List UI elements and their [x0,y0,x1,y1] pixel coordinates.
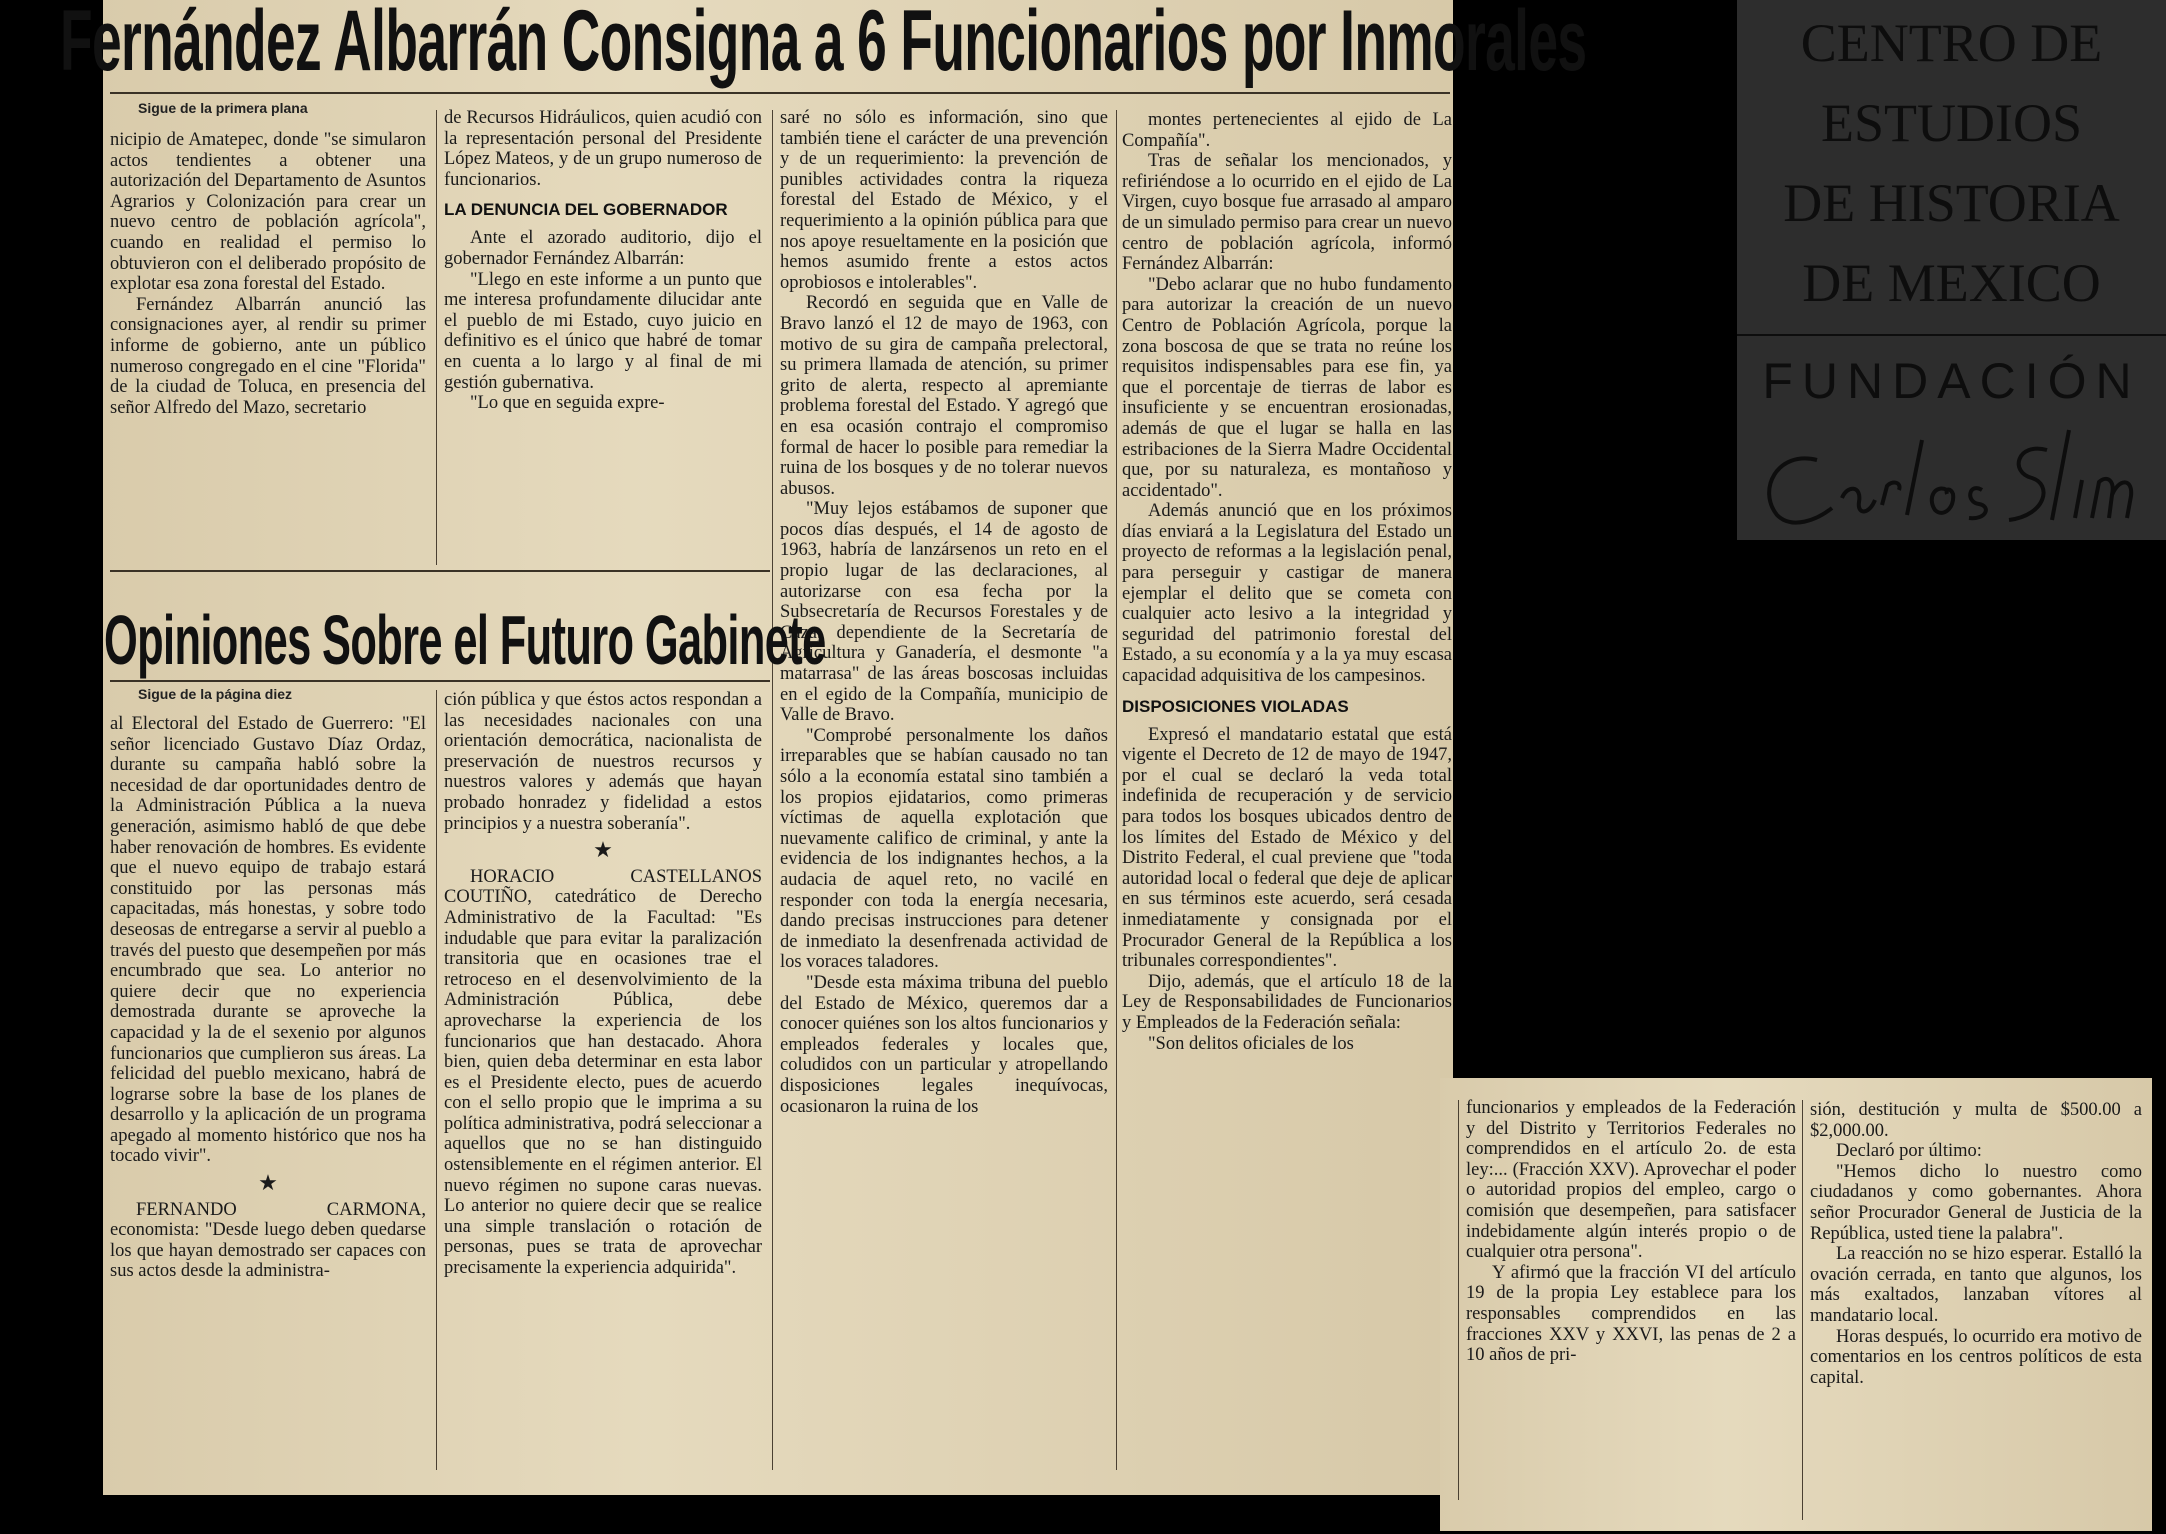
paragraph: "Lo que en seguida expre- [470,393,665,414]
paragraph: HORACIO CASTELLANOS COUTIÑO, catedrático de Derecho Administrativo de la Facultad: "Es indudable que para evitar la paralización transitoria que en ocasiones trae el retroceso en el desenvolvimiento de la Administración Pública, debe aprovecharse la experiencia de los funcionarios que han destacado. Ahora bien, quien deba determinar en esta labor es el Presidente electo, pues de acuerdo con el sello propio que le imprima a su política administrativa, podrá seleccionar a aquellos que no se han distinguido ostensiblemente en el régimen anterior. El nuevo régimen no supone caras nuevas. Lo anterior no quiere decir que se realice una simple translación o rotación de personas, pues se trata de aprovechar precisamente la experiencia adquirida". [444,866,762,1279]
article1-col2 [444,108,762,570]
subhead-disposiciones: DISPOSICIONES VIOLADAS [1122,696,1349,716]
stamp-fundacion: FUNDACIÓN [1762,353,2141,409]
paragraph: "Hemos dicho lo nuestro como ciudadanos y como gobernantes. Ahora señor Procurador General de Justicia de la República, usted tiene la palabra". [1810,1161,2142,1244]
paragraph: "Desde esta máxima tribuna del pueblo del Estado de México, queremos dar a conocer quiénes son los altos funcionarios y empleados federales y locales que, coludidos con un particular y atropellando disposiciones legales inequívocas, ocasionaron la ruina de los [780,972,1108,1117]
paragraph: "Comprobé personalmente los daños irreparables que se habían causado no tan sólo a la economía estatal sino también a los propios ejidatarios, como primeras víctimas de aquella explotación que nuevamente califico de criminal, y ante la evidencia de los indignantes hechos, a la audacia de aquel reto, no vacilé en responder con toda la energía necesaria, dando precisas instrucciones para detener de inmediato la desenfrenada actividad de los voraces taladores. [780,725,1108,973]
paragraph: "Llego en este informe a un punto que me interesa profundamente dilucidar ante el pueblo de mi Estado, cuyo juicio en definitivo es el único que habré de tomar en cuenta a lo largo y al final de mi gestión gubernativa. [444,269,762,393]
paragraph: Recordó en seguida que en Valle de Bravo lanzó el 12 de mayo de 1963, con motivo de su gira de campaña prelectoral, su primera llamada de atención, su primer grito de alerta, respecto al apremiante problema forestal del Estado. Y agregó que en esa ocasión contrajo el compromiso formal de hacer lo posible para remediar la ruina de los bosques y de no tolerar nuevos abusos. [780,293,1108,499]
paragraph: Y afirmó que la fracción VI del artículo 19 de la propia Ley establece para los responsables comprendidos en las fracciones XXV y XXVI, las penas de 2 a 10 años de pri- [1466,1262,1796,1366]
paragraph: "Muy lejos estábamos de suponer que pocos días después, el 14 de agosto de 1963, habría de lanzársenos un reto en el propio lugar de las declaraciones, al autorizarse con esa fecha por la Subsecretaría de Recursos Forestales y de Caza, dependiente de la Secretaría de Agricultura y Ganadería, el desmonte "a matarrasa" de las áreas boscosas incluidas en el egido de la Compañía, municipio de Valle de Bravo. [780,499,1108,726]
paragraph: Horas después, lo ocurrido era motivo de comentarios en los centros políticos de esta capital. [1810,1326,2142,1388]
article1-col6-body [1810,1100,2142,1388]
stamp-line-3: DE HISTORIA [1783,173,2120,233]
column-rule [1802,1100,1803,1520]
article1-col6 [1810,1100,2142,1520]
main-headline: Fernández Albarrán Consigna a 6 Funcionarios por Inmorales [60,0,1587,89]
paragraph: saré no sólo es información, sino que también tiene el carácter de una prevención y de un requerimiento: la prevención de punibles actividades contra la riqueza forestal del Estado de México, y el requerimiento a la opinión pública para que nos apoye resueltamente en la posición que hemos asumido frente a estos actos oprobiosos e intolerables". [780,108,1108,293]
article1-col4 [1122,110,1452,1480]
paragraph: Declaró por último: [1836,1141,1982,1162]
column-rule [1116,110,1117,1470]
paragraph: ción pública y que éstos actos respondan a las necesidades nacionales con una orientación democrática, nacionalista de preservación de nuestros recursos y nuestros valores y además que hayan probado honradez y fidelidad a estos principios y a nuestra soberanía". [444,690,762,834]
paragraph: Además anunció que en los próximos días enviará a la Legislatura del Estado un proyecto de reformas a la legislación penal, para perseguir y castigar de manera ejemplar el delito que se cometa con cualquier acto lesivo a la integridad y seguridad del patrimonio forestal del Estado, a su economía y a la ya muy escasa capacidad adquisitiva de los campesinos. [1122,501,1452,687]
paragraph: sión, destitución y multa de $500.00 a $2,000.00. [1810,1100,2142,1141]
paragraph: La reacción no se hizo esperar. Estalló la ovación cerrada, en tanto que algunos, los más exaltados, lanzaban vítores al mandatario local. [1810,1244,2142,1326]
paragraph: funcionarios y empleados de la Federación y del Distrito y Territorios Federales no comprendidos en el artículo 2o. de esta ley:... (Fracción XXV). Aprovechar el poder o autoridad propios del empleo, cargo o comisión que desempeñen, para satisfacer indebidamente algún interés propio o de cualquier otra persona". [1466,1098,1796,1263]
article2-col2-after [444,867,762,1279]
column-rule [772,110,773,1470]
paragraph: Ante el azorado auditorio, dijo el gobernador Fernández Albarrán: [444,228,762,269]
paragraph: "Son delitos oficiales de los [1148,1033,1354,1054]
article1-col1 [110,130,426,570]
archive-stamp [1737,0,2166,540]
article1-col4-body [1122,110,1452,687]
article2-col2 [444,690,762,1470]
paragraph: Expresó el mandatario estatal que está vigente el Decreto de 12 de mayo de 1947, por el cual se declaró la veda total indefinida de recuperación y de servicio para todos los bosques ubicados dentro de los límites del Estado de México y del Distrito Federal, el cual previene que "toda autoridad local o federal que deje de aplicar en sus términos este acuerdo, será cesada inmediatamente y consignada por el Procurador General de la República a los tribunales correspondientes". [1122,724,1452,972]
article1-col3-body [780,108,1108,1117]
column-rule [436,690,437,1470]
second-headline: Opiniones Sobre el Futuro Gabinete [104,601,826,679]
paragraph: Tras de señalar los mencionados, y refiriéndose a lo ocurrido en el ejido de La Virgen, cuyo bosque fue arrasado al amparo de un simulado permiso para crear un nuevo centro de población agrícola, informó Fernández Albarrán: [1122,151,1452,275]
article1-col4-after [1122,725,1452,1055]
article1-col2-body [444,108,762,190]
article2-col1-body [110,714,426,1167]
stamp-divider [1737,334,2166,336]
article2-col1-after [110,1200,426,1282]
article2-col1 [110,714,426,1444]
star-separator: ★ [258,1170,278,1196]
headline-rule [110,92,1450,94]
continuation-note-main: Sigue de la primera plana [138,100,308,116]
signature-logo [1747,420,2162,540]
paragraph: FERNANDO CARMONA, economista: "Desde luego deben quedarse los que hayan demostrado ser capaces con sus actos desde la administra- [110,1199,426,1282]
article1-col3 [780,108,1108,1478]
paragraph: Fernández Albarrán anunció las consignaciones ayer, al rendir su primer informe de gobierno, ante un público numeroso congregado en el cine "Florida" de la ciudad de Toluca, en presencia del señor Alfredo del Mazo, secretario [110,294,426,418]
paragraph: "Debo aclarar que no hubo fundamento para autorizar la creación de un nuevo Centro de Población Agrícola, porque la zona boscosa de que se trata no reúne los requisitos indispensables para ese fin, ya que el porcentaje de tierras de labor es insuficiente y se encuentran erosionadas, además de que el lugar se halla en las estribaciones de la Sierra Madre Occidental que, por su naturaleza, es montañoso y accidentado". [1122,274,1452,501]
paragraph: montes pertenecientes al ejido de La Compañía". [1122,110,1452,151]
continuation-note-second: Sigue de la página diez [138,686,293,702]
article1-col2-after [444,228,762,413]
stamp-line-2: ESTUDIOS [1820,93,2082,153]
paragraph: de Recursos Hidráulicos, quien acudió con la representación personal del Presidente López Mateos, y de un grupo numeroso de funcionarios. [444,108,762,190]
stamp-line-4: DE MEXICO [1802,253,2101,313]
column-rule [1458,1100,1459,1500]
headline-rule [110,680,770,682]
paragraph: nicipio de Amatepec, donde "se simularon actos tendientes a obtener una autorización del Departamento de Asuntos Agrarios y Colonización para crear un nuevo centro de población agrícola", cuando en realidad el permiso lo obtuvieron con el deliberado propósito de explotar esa zona forestal del Estado. [110,130,426,295]
article1-col5-body [1466,1098,1796,1366]
section-rule [110,570,770,572]
paragraph: Dijo, además, que el artículo 18 de la Ley de Responsabilidades de Funcionarios y Empleados de la Federación señala: [1122,971,1452,1033]
paragraph: al Electoral del Estado de Guerrero: "El señor licenciado Gustavo Díaz Ordaz, durante su campaña habló sobre la necesidad de dar oportunidades dentro de la Administración Pública a la nueva generación, asimismo habló de que debe haber renovación de hombres. Es evidente que el nuevo equipo de trabajo estará constituido por las personas más capacitadas, más honestas, y sobre todo deseosas de entregarse a servir al pueblo a través del puesto que desempeñen por más encumbrado que sea. Lo anterior no quiere decir que no experiencia demostrada durante se aproveche la capacidad y la de el sexenio por algunos funcionarios que cumplieron sus áreas. La felicidad del pueblo mexicano, habrá de lograrse sobre la base de los planes de desarrollo y la aplicación de un programa apegado al momento histórico que nos ha tocado vivir". [110,714,426,1167]
article2-col2-body [444,690,762,834]
star-separator: ★ [593,837,613,863]
column-rule [436,110,437,565]
article1-col1-body [110,130,426,418]
article1-col5 [1466,1098,1796,1496]
stamp-line-1: CENTRO DE [1800,13,2103,73]
subhead-denuncia: LA DENUNCIA DEL GOBERNADOR [444,200,728,220]
